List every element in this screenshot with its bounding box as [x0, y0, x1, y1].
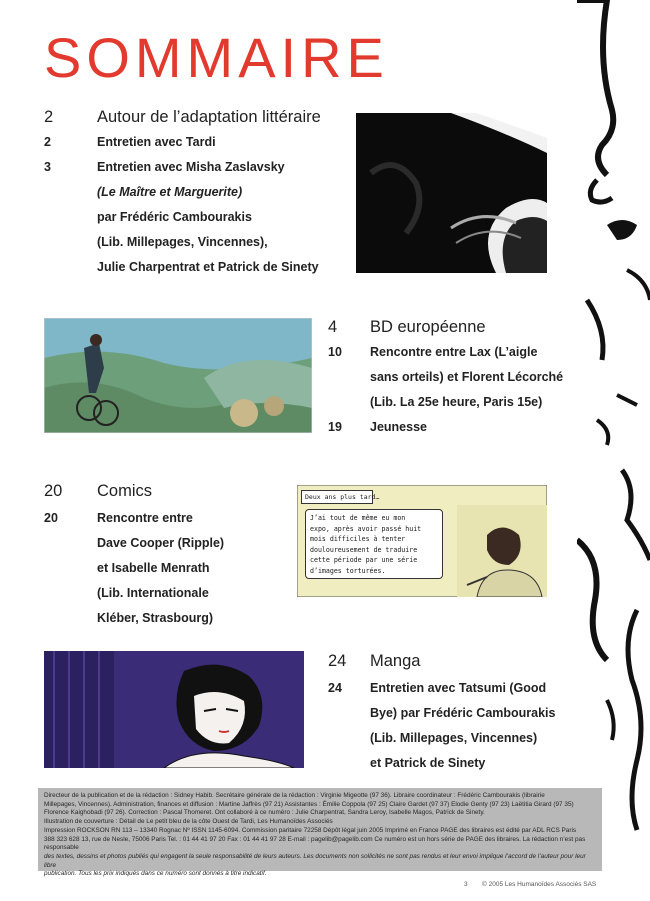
speech-line: cette période par une série [310, 556, 418, 564]
entry-text: (Le Maître et Marguerite) [97, 185, 243, 199]
speech-bubble [305, 509, 443, 579]
entry-text: (Lib. Millepages, Vincennes) [370, 731, 538, 745]
speech-line: d’images torturées. [310, 566, 386, 575]
page-title: SOMMAIRE [44, 26, 389, 89]
toc-entry[interactable] [44, 130, 364, 155]
entry-page-number: 24 [328, 681, 342, 695]
section-comics [44, 482, 284, 631]
entry-text: sans orteils) et Florent Lécorché [370, 370, 564, 384]
entry-page-number: 3 [44, 160, 51, 174]
section-heading: Autour de l’adaptation littéraire [97, 108, 321, 126]
entry-text: et Patrick de Sinety [370, 756, 486, 770]
entry-text: Julie Charpentrat et Patrick de Sinety [97, 260, 319, 274]
toc-entry[interactable] [328, 415, 568, 440]
section-heading: BD européenne [370, 318, 486, 336]
credits-line: 388 323 628 13, rue de Nesle, 75006 Paris Tel. : 01 44 41 97 20 Fax : 01 44 41 97 28 E-mail : pagelib@pagelib.com Ce numéro est un hors série de PAGE des libraires. La rédaction n’est pas responsable [44, 835, 586, 852]
entry-text: Dave Cooper (Ripple) [97, 536, 225, 550]
entry-text: Entretien avec Misha Zaslavsky [97, 160, 285, 174]
credits-line: Millepages, Vincennes). Administration, finances et diffusion : Martine Jaffrès (97 21) Assistantes : Émilie Coppola (97 25) Claire Gardet (97 37) Elodie Genty (97 23) Laëtitia Girard (97 35) [44, 800, 574, 808]
entry-page-number: 2 [44, 135, 51, 149]
section-page-number: 4 [328, 318, 338, 336]
credits-line: des textes, dessins et photos publiés qui engagent la seule responsabilité de leurs auteurs. Les documents non sollicités ne sont pas rendus et leur envoi implique l’accord de l’auteur pour leur libre [44, 852, 586, 869]
entry-page-number: 20 [44, 511, 58, 525]
entry-text: Kléber, Strasbourg) [97, 611, 213, 625]
comic-panel-cooper [297, 485, 547, 597]
credits-line: Directeur de la publication et de la rédaction : Sidney Habib. Secrétaire générale de la rédaction : Virginie Migeotte (97 36). Libraire coordinateur : Frédéric Cambourakis (librairie [44, 792, 545, 799]
credits-line: Impression ROCKSON RN 113 – 13340 Rognac Nº ISSN 1145-6094. Commission paritaire 72258 Dépôt légal juin 2005 Imprimé en France PAGE des libraires est édité par ADL RCS Paris [44, 826, 577, 834]
section-bd-europeenne [328, 318, 568, 440]
section-heading: Comics [97, 482, 153, 500]
entry-text: Jeunesse [370, 420, 427, 434]
section-page-number: 24 [328, 652, 347, 670]
side-illustration [577, 0, 650, 897]
comic-caption: Deux ans plus tard… [301, 490, 373, 504]
entry-text: (Lib. Internationale [97, 586, 209, 600]
speech-line: expo, après avoir passé huit [310, 524, 422, 533]
entry-text: Bye) par Frédéric Cambourakis [370, 706, 556, 720]
section-adaptation [44, 108, 364, 280]
credits-line: publication. Tous les prix indiqués dans ce numéro sont donnés à titre indicatif. [44, 870, 267, 878]
speech-line: J’ai tout de même eu mon [310, 514, 406, 522]
toc-entry[interactable] [328, 676, 568, 776]
credits-line: Florence Kaighobadi (97 26). Correction : Pascal Thomeret. Ont collaboré à ce numéro : Julie Charpentrat, Sandra Leroy, Isabelle Magos, Patrick de Sinety. [44, 809, 485, 817]
toc-entry[interactable] [328, 340, 568, 415]
credits-line: Illustration de couverture : Détail de Le petit bleu de la côte Ouest de Tardi, Les Humanoïdes Associés [44, 818, 333, 826]
section-heading: Manga [370, 652, 421, 670]
entry-text: Rencontre entre Lax (L’aigle [370, 345, 538, 359]
page-number: 3 [464, 881, 468, 888]
credits-box [38, 788, 602, 878]
entry-page-number: 10 [328, 345, 342, 359]
entry-text: (Lib. La 25e heure, Paris 15e) [370, 395, 543, 409]
comic-panel-tatsumi [44, 651, 304, 768]
section-page-number: 2 [44, 108, 54, 126]
speech-line: mois difficiles à tenter [310, 535, 406, 543]
entry-text: Entretien avec Tatsumi (Good [370, 681, 547, 695]
entry-text: Entretien avec Tardi [97, 135, 216, 149]
toc-entry[interactable] [44, 155, 364, 280]
toc-entry[interactable] [44, 506, 284, 631]
comic-panel-lax [44, 318, 312, 433]
comic-panel-tardi [356, 113, 547, 273]
entry-text: et Isabelle Menrath [97, 561, 210, 575]
entry-text: par Frédéric Cambourakis [97, 210, 252, 224]
entry-text: Rencontre entre [97, 511, 193, 525]
entry-page-number: 19 [328, 420, 342, 434]
entry-text: (Lib. Millepages, Vincennes), [97, 235, 268, 249]
copyright: © 2005 Les Humanoïdes Associés SAS [482, 881, 597, 888]
section-page-number: 20 [44, 482, 63, 500]
speech-line: douloureusement de traduire [310, 545, 418, 554]
section-manga [328, 652, 568, 776]
